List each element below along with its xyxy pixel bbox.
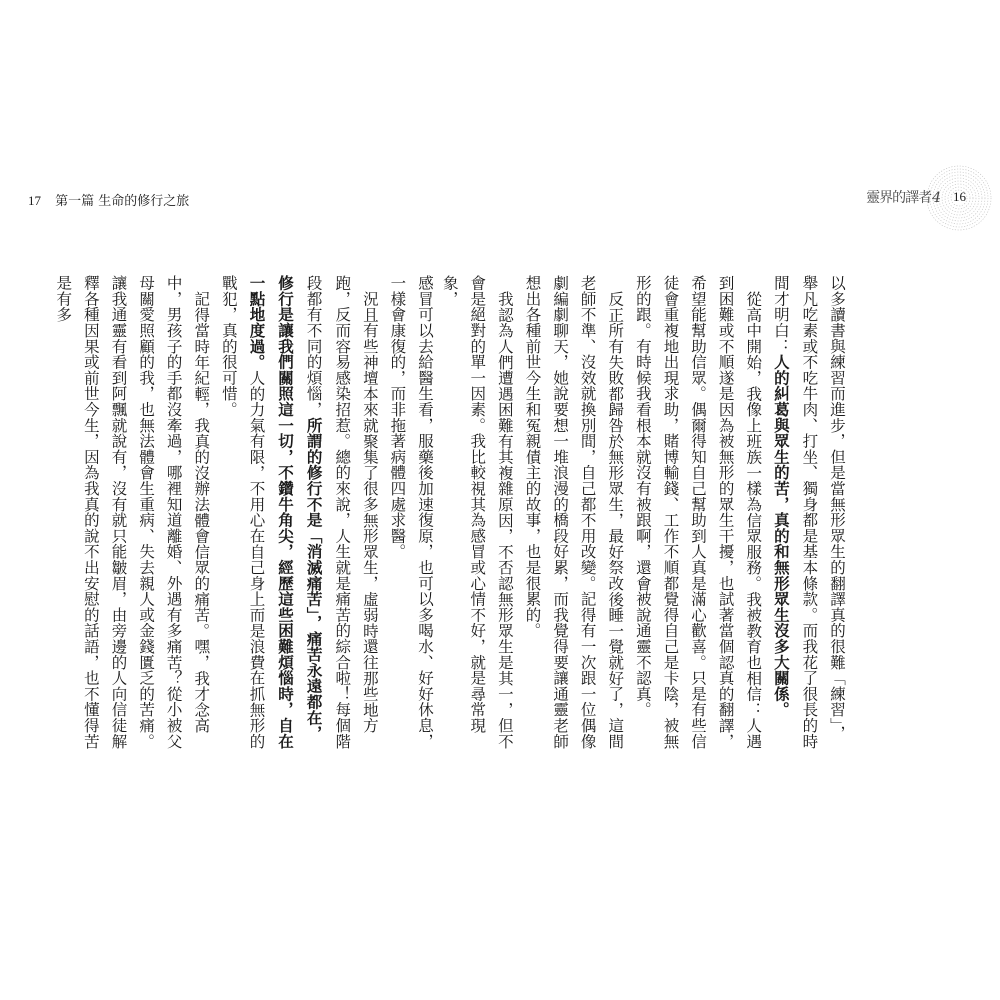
- body-text: 從高中開始，我像上班族一樣為信眾服務。我被教育也相信：人遇到困難或不順遂是因為被無形的眾生干擾，也試著當個認真的翻譯，希望能幫助信眾。偶爾得知自己幫助到人真是滿心歡喜。只是有些信徒會重複地出現求助，賭博輸錢、工作不順都覺得自己是卡陰，被無形的跟。有時候我看根本就沒有被跟啊，還會被說通靈不認真。: [633, 275, 763, 749]
- emphasized-text: 所謂的修行不是「消滅痛苦」，痛苦永遠都在，修行是讓我們關照這一切，不鑽牛角尖，經歷這些困難煩惱時，自在一點地度過。: [247, 275, 324, 749]
- body-text: 反正所有失敗都歸咎於無形眾生，最好祭改後睡一覺就好了，這間老師不準、沒效就換別間，自己都不用改變。記得有一次跟一位偶像劇編劇聊天，她說要想一堆浪漫的橋段好累，而我覺得要讓通靈老師想出各種前世今生和冤親債主的故事，也是很累的。: [523, 275, 625, 749]
- body-text: 以多讀書與練習而進步，但是當無形眾生的翻譯真的很難「練習」，舉凡吃素或不吃牛肉、打坐、獨身都是基本條款。而我花了很長的時間才明白：: [771, 275, 846, 749]
- page-17-body: [54, 275, 438, 755]
- paragraph: [383, 275, 438, 755]
- body-text: 感冒可以去給醫生看，服藥後加速復原，也可以多喝水、好好休息，一樣會康復的，而非拖著病體四處求醫。: [388, 275, 434, 749]
- page-16-body: [440, 275, 850, 755]
- paragraph: [214, 275, 383, 755]
- body-text: 記得當時年紀輕，我真的沒辦法體會信眾的痛苦。嘿，我才念高中，男孩子的手都沒牽過，哪裡知道離婚、外遇有多痛苦？從小被父母關愛照顧的我，也無法體會生重病、失去親人或金錢匱乏的苦痛。讓我通靈有看到阿飄就說有，沒有就只能皺眉，由旁邊的人向信徒解釋各種因果或前世今生，因為我真的說不出安慰的話語，也不懂得苦是有多: [54, 275, 211, 749]
- body-text: 況且有些神壇本來就聚集了很多無形眾生，虛弱時還往那些地方跑，反而容易感染招惹。總的來說，人生就是痛苦的綜合啦！每個階段都有不同的煩惱，: [304, 275, 379, 749]
- book-series-logo: [866, 187, 940, 207]
- body-text: 人的力氣有限，不用心在自己身上而是浪費在抓無形的戰犯，真的很可惜。: [219, 275, 266, 750]
- chapter-title: 第一篇 生命的修行之旅: [55, 194, 190, 209]
- book-series-logo-text: 靈界的譯者: [866, 190, 932, 206]
- emphasized-text: 人的糾葛與眾生的苦，真的和無形眾生沒多大關係。: [771, 354, 791, 718]
- running-header-right: [820, 183, 980, 213]
- paragraph: [49, 275, 215, 755]
- paragraph: [766, 275, 850, 755]
- running-header-left: [28, 190, 189, 209]
- body-text: 我認為人們遭遇困難有其複雜原因，不否認無形眾生是其一，但不會是絕對的單一因素。我比較視其為感冒或心情不好，就是尋常現象，: [440, 275, 514, 749]
- paragraph: [628, 275, 766, 755]
- page-number-left: 17: [28, 193, 41, 208]
- page-number-right: 16: [953, 189, 966, 204]
- paragraph: [435, 275, 518, 755]
- paragraph: [518, 275, 628, 755]
- volume-number: 4: [932, 190, 940, 206]
